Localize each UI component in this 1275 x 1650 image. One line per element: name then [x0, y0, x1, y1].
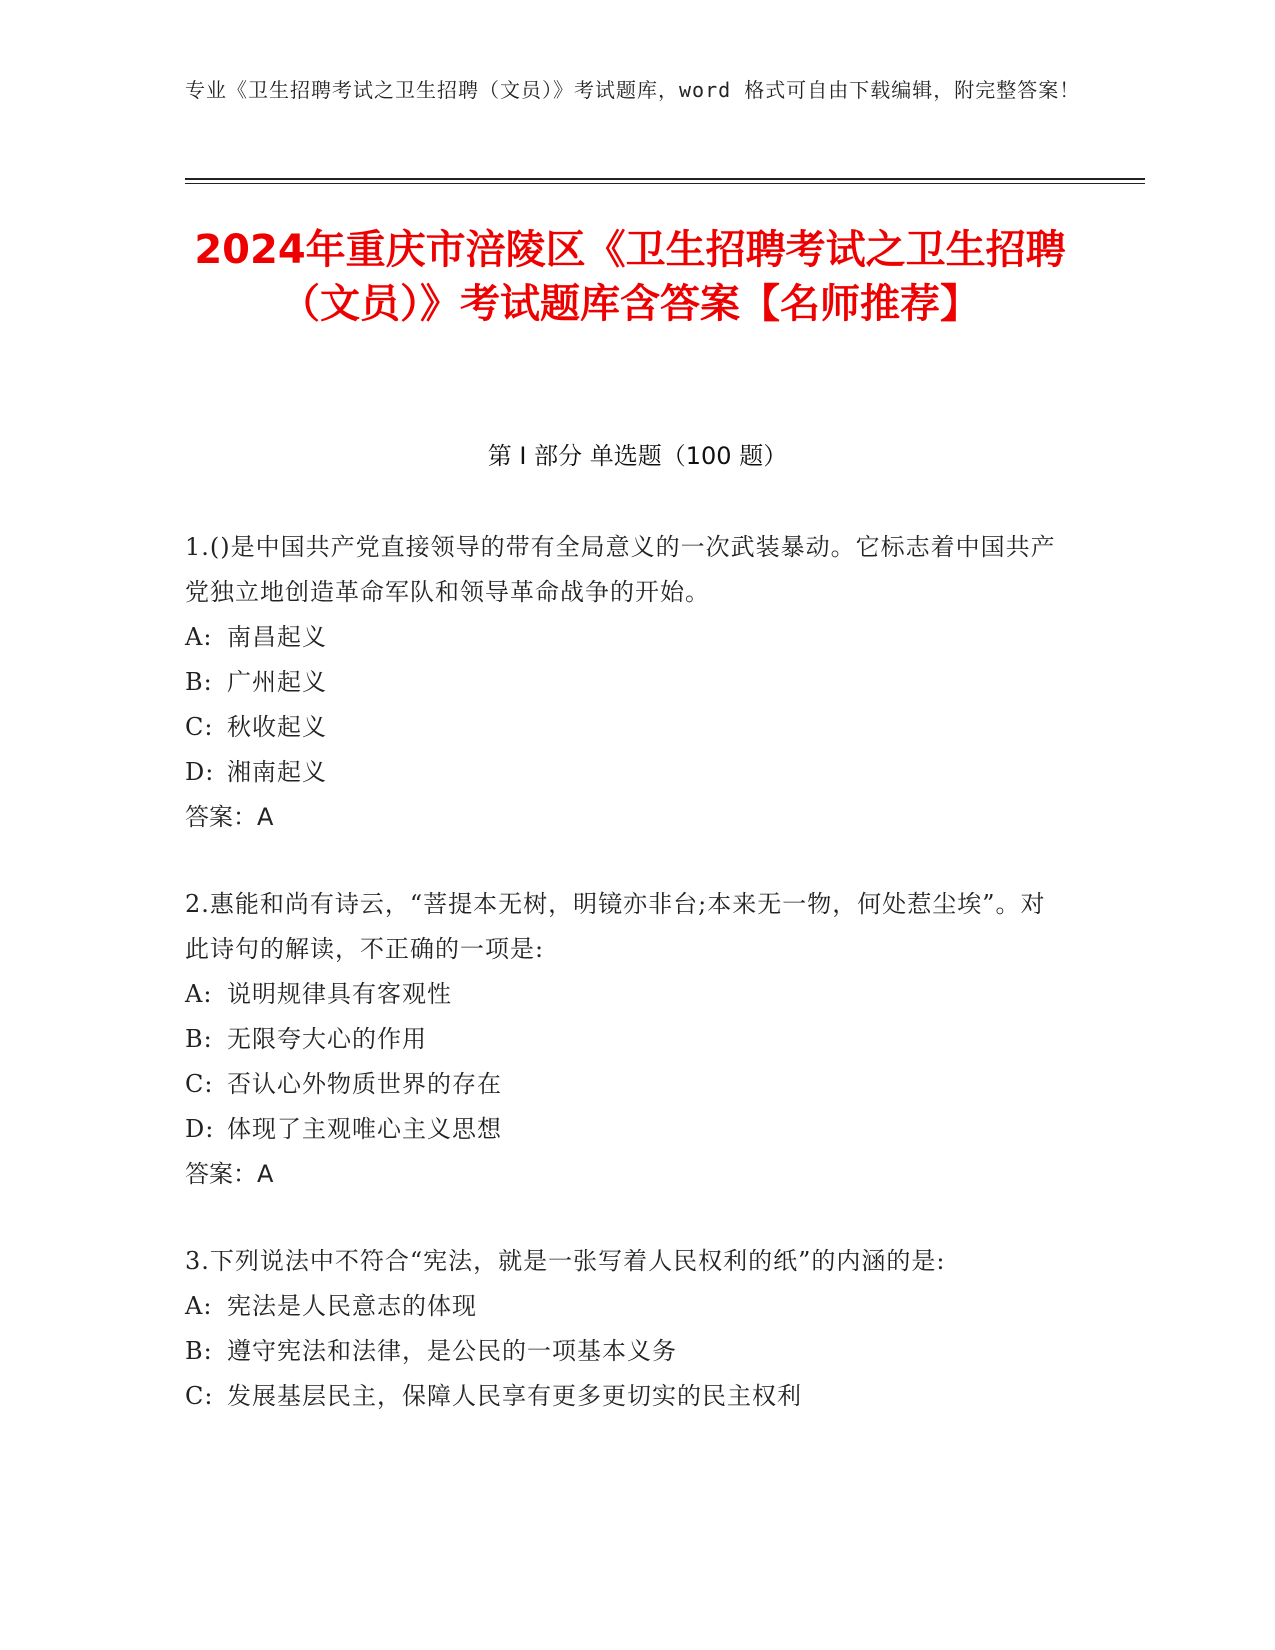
- option-b: [185, 660, 1065, 705]
- option-text: 否认心外物质世界的存在: [227, 1070, 502, 1098]
- question-stem: 1.()是中国共产党直接领导的带有全局意义的一次武装暴动。它标志着中国共产党独立地创造革命军队和领导革命战争的开始。: [185, 533, 1056, 606]
- option-key: D:: [185, 758, 215, 786]
- option-key: A:: [185, 1292, 213, 1320]
- option-b: [185, 1329, 1065, 1374]
- question-2: [185, 882, 1065, 1197]
- section-heading: 第 I 部分 单选题（100 题）: [487, 442, 788, 470]
- option-key: B:: [185, 1025, 213, 1053]
- option-text: 无限夸大心的作用: [227, 1025, 427, 1053]
- option-key: B:: [185, 668, 213, 696]
- question-1: [185, 525, 1065, 840]
- option-c: [185, 1062, 1065, 1107]
- option-text: 宪法是人民意志的体现: [227, 1292, 477, 1320]
- header-rule-thin: [185, 183, 1145, 184]
- option-key: D:: [185, 1115, 215, 1143]
- option-key: C:: [185, 713, 214, 741]
- option-c: [185, 705, 1065, 750]
- option-text: 秋收起义: [227, 713, 327, 741]
- option-text: 南昌起义: [227, 623, 327, 651]
- option-text: 湘南起义: [227, 758, 327, 786]
- header-note: 专业《卫生招聘考试之卫生招聘（文员）》考试题库，word 格式可自由下载编辑，附完整答案！: [185, 78, 1081, 102]
- option-key: A:: [185, 623, 213, 651]
- option-key: A:: [185, 980, 213, 1008]
- option-key: C:: [185, 1070, 214, 1098]
- option-d: [185, 1107, 1065, 1152]
- question-list: [185, 525, 1065, 1461]
- option-a: [185, 615, 1065, 660]
- option-text: 广州起义: [227, 668, 327, 696]
- header-rule: [185, 178, 1145, 180]
- option-d: [185, 750, 1065, 795]
- option-key: B:: [185, 1337, 213, 1365]
- answer-line: 答案：A: [185, 803, 274, 831]
- document-title: 2024年重庆市涪陵区《卫生招聘考试之卫生招聘（文员）》考试题库含答案【名师推荐】: [194, 227, 1066, 327]
- question-stem: 3.下列说法中不符合“宪法，就是一张写着人民权利的纸”的内涵的是:: [185, 1247, 946, 1275]
- option-key: C:: [185, 1382, 214, 1410]
- option-text: 遵守宪法和法律，是公民的一项基本义务: [227, 1337, 677, 1365]
- option-c: [185, 1374, 1065, 1419]
- question-3: [185, 1239, 1065, 1419]
- option-b: [185, 1017, 1065, 1062]
- question-stem: 2.惠能和尚有诗云，“菩提本无树，明镜亦非台;本来无一物，何处惹尘埃”。对此诗句的解读，不正确的一项是:: [185, 890, 1046, 963]
- option-text: 体现了主观唯心主义思想: [227, 1115, 502, 1143]
- option-a: [185, 1284, 1065, 1329]
- answer-line: 答案：A: [185, 1160, 274, 1188]
- option-text: 发展基层民主，保障人民享有更多更切实的民主权利: [227, 1382, 802, 1410]
- option-a: [185, 972, 1065, 1017]
- option-text: 说明规律具有客观性: [227, 980, 452, 1008]
